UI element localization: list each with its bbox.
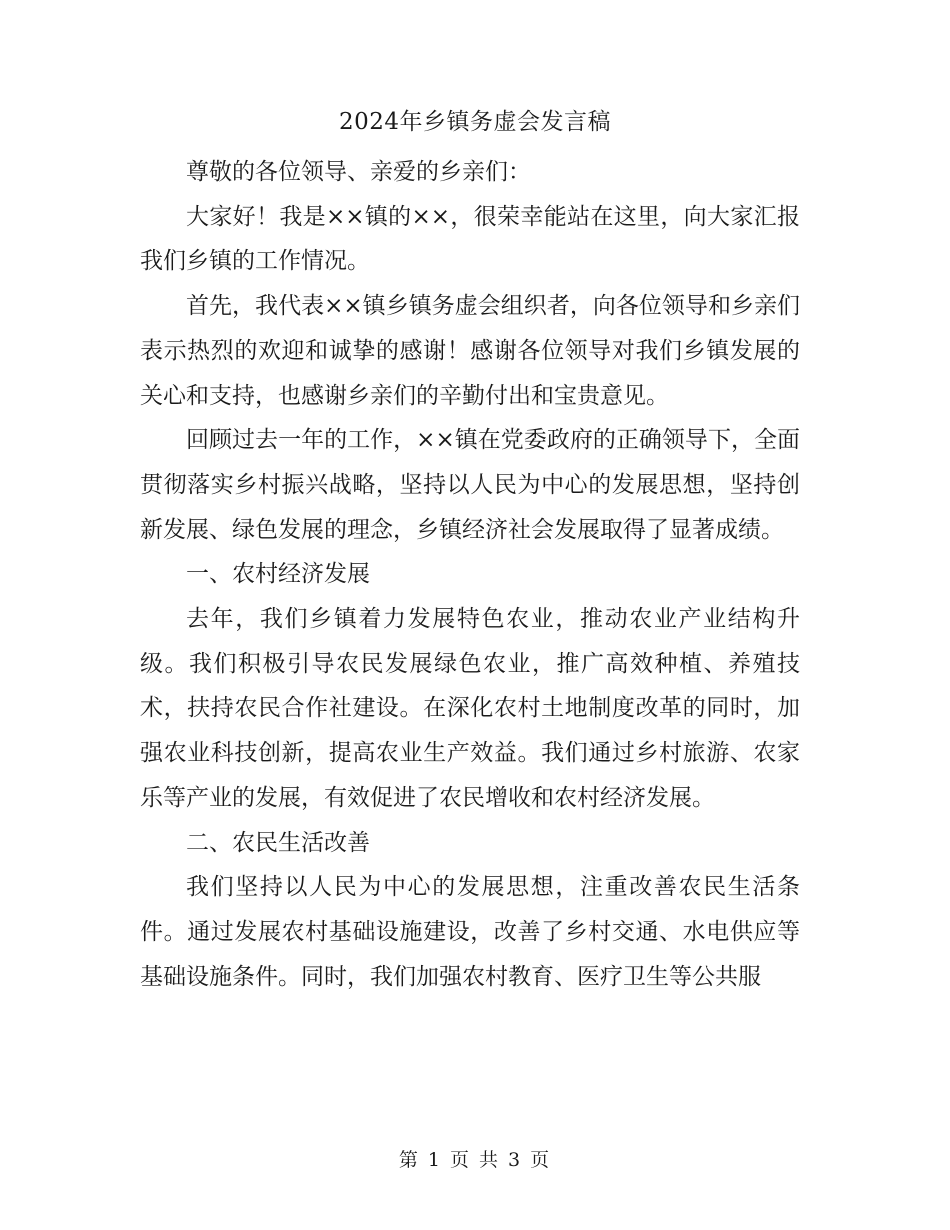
section-heading-livelihood: 二、农民生活改善 [186, 829, 370, 856]
livelihood-paragraph: 我们坚持以人民为中心的发展思想，注重改善农民生活条件。通过发展农村基础设施建设，改善了乡村交通、水电供应等基础设施条件。同时，我们加强农村教育、医疗卫生等公共服 [140, 874, 800, 990]
page-number-footer: 第 1 页 共 3 页 [398, 1149, 552, 1171]
section-heading-economy: 一、农村经济发展 [186, 561, 370, 588]
review-paragraph: 回顾过去一年的工作，××镇在党委政府的正确领导下，全面贯彻落实乡村振兴战略，坚持以人民为中心的发展思想，坚持创新发展、绿色发展的理念，乡镇经济社会发展取得了显著成绩。 [140, 427, 800, 543]
salutation-paragraph: 尊敬的各位领导、亲爱的乡亲们： [186, 159, 531, 185]
document-body [140, 150, 800, 999]
economy-paragraph: 去年，我们乡镇着力发展特色农业，推动农业产业结构升级。我们积极引导农民发展绿色农业，推广高效种植、养殖技术，扶持农民合作社建设。在深化农村土地制度改革的同时，加强农业科技创新，提高农业生产效益。我们通过乡村旅游、农家乐等产业的发展，有效促进了农民增收和农村经济发展。 [140, 606, 800, 811]
document-title: 2024年乡镇务虚会发言稿 [338, 109, 612, 135]
greeting-paragraph: 大家好！我是××镇的××，很荣幸能站在这里，向大家汇报我们乡镇的工作情况。 [140, 203, 800, 275]
thanks-paragraph: 首先，我代表××镇乡镇务虚会组织者，向各位领导和乡亲们表示热烈的欢迎和诚挚的感谢！感谢各位领导对我们乡镇发展的关心和支持，也感谢乡亲们的辛勤付出和宝贵意见。 [140, 293, 800, 409]
